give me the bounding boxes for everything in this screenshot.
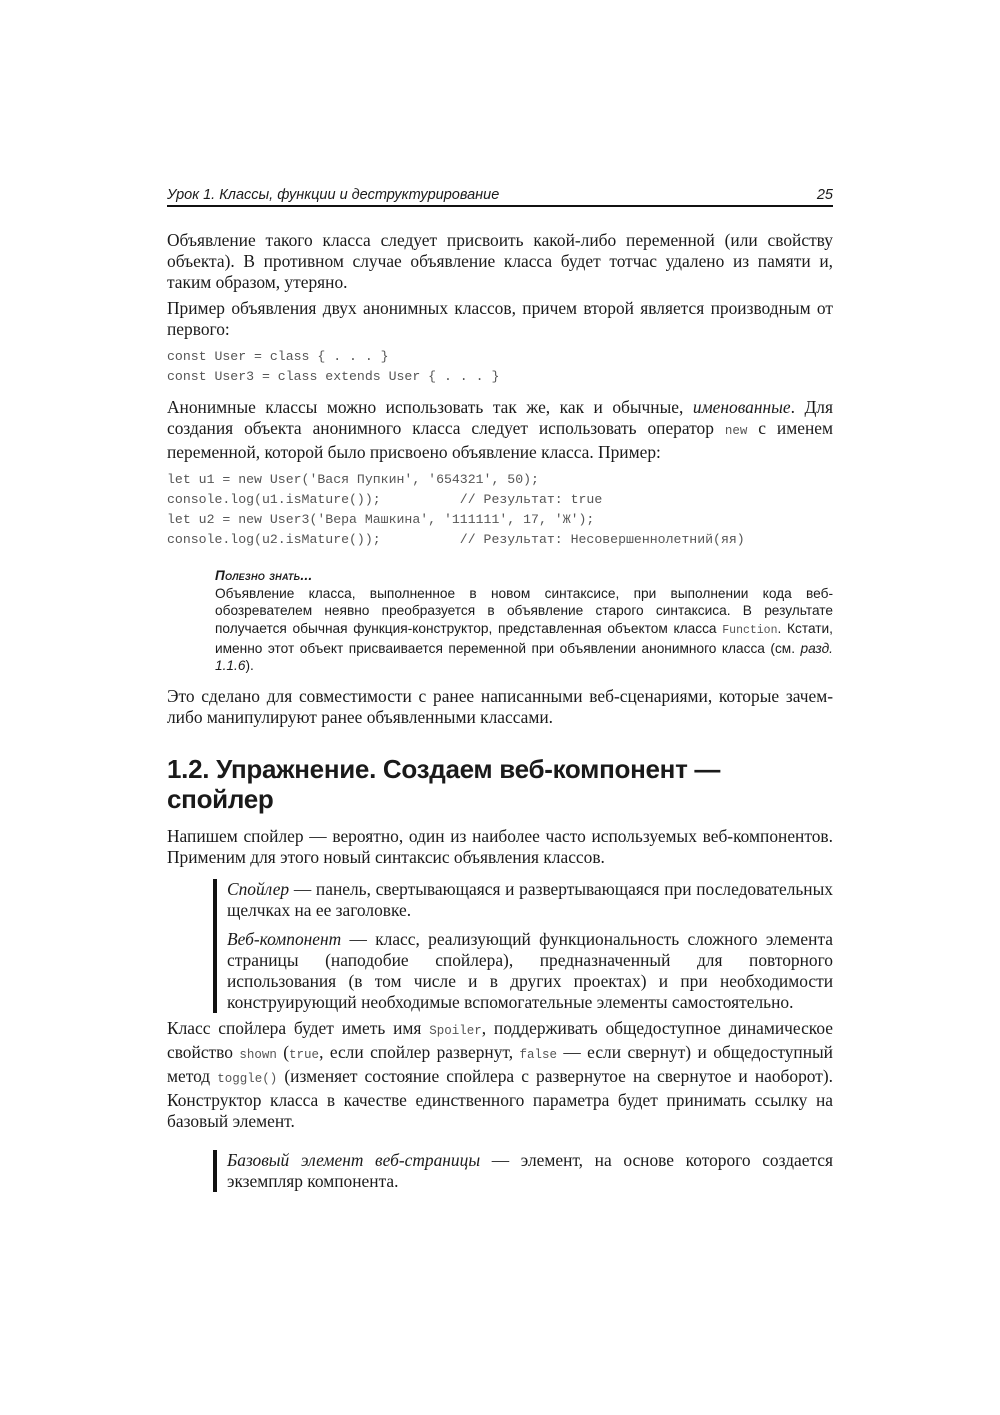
inline-code: shown [239, 1047, 277, 1062]
definition-block [213, 879, 833, 1013]
text: , поддерживать общедоступное динамическое свойство [167, 1017, 833, 1062]
section-reference: разд. 1.1.6 [215, 640, 833, 674]
page-number: 25 [816, 187, 833, 203]
definition [227, 879, 833, 921]
paragraph: Пример объявления двух анонимных классов, причем второй является производным от первого: [167, 298, 833, 339]
code-line: console.log(u2.isMature()); // Результат: Несовершеннолетний(яя) [167, 532, 745, 548]
inline-code: new [724, 423, 748, 438]
code-line: let u1 = new User('Вася Пупкин', '654321', 50); [167, 471, 539, 487]
definition-term: Спойлер [227, 878, 290, 899]
text: Объявление класса, выполненное в новом синтаксисе, при выполнении кода веб-обозревателем неявно преобразуется в объявление старого синтаксиса. В результате получается обычная функция-конструктор, представленная объектом класса [215, 585, 833, 636]
text: . Для создания объекта анонимного класса следует использовать оператор [167, 396, 833, 438]
code-block [167, 347, 833, 388]
note-title: Полезно знать... [215, 567, 313, 583]
paragraph: Напишем спойлер — вероятно, один из наиболее часто используемых веб-компонентов. Применим для этого новый синтаксис объявления классов. [167, 825, 833, 867]
definition-term: Базовый элемент веб-страницы [227, 1149, 481, 1170]
note-text [215, 585, 833, 675]
text: — класс, реализующий функциональность сложного элемента страницы (наподобие спойлера), предназначенный для повторного использования (в том числе и в других проектах) и при необходимости конструирующий необходимые вспомогательные элементы самостоятельно. [227, 928, 833, 1012]
inline-code: false [519, 1047, 557, 1062]
book-page [167, 186, 833, 1192]
definition-block [213, 1150, 833, 1192]
code-line: console.log(u1.isMature()); // Результат: true [167, 491, 603, 507]
text: ( [276, 1041, 290, 1062]
code-line: let u2 = new User3('Вера Машкина', '111111', 17, 'Ж'); [167, 512, 595, 528]
code-block [167, 470, 833, 551]
text: Анонимные классы можно использовать так же, как и обычные, [167, 396, 693, 417]
chapter-title: Урок 1. Классы, функции и деструктурирование [167, 187, 500, 203]
code-line: const User3 = class extends User { . . . } [167, 369, 500, 385]
definition [227, 929, 833, 1013]
definition-term: Веб-компонент [227, 928, 342, 949]
inline-code: toggle() [217, 1071, 278, 1086]
text: . Кстати, именно этот объект присваивается переменной при объявлении анонимного класса (см. [215, 620, 833, 656]
text: Класс спойлера будет иметь имя [167, 1017, 430, 1038]
text: — если свернут) и общедоступный метод [167, 1041, 833, 1086]
text: (изменяет состояние спойлера с развернутое на свернутое и наоборот). Конструктор класса в качестве единственного параметра будет принимать ссылку на базовый элемент. [167, 1065, 834, 1131]
text: — элемент, на основе которого создается экземпляр компонента. [227, 1149, 833, 1191]
definition [227, 1150, 833, 1192]
code-line: const User = class { . . . } [167, 349, 389, 364]
inline-code: Function [722, 623, 778, 637]
paragraph: Объявление такого класса следует присвоить какой-либо переменной (или свойству объекта). В противном случае объявление класса будет тотчас удалено из памяти и, таким образом, утеряно. [167, 230, 833, 292]
section-heading: 1.2. Упражнение. Создаем веб-компонент — спойлер [167, 753, 721, 814]
paragraph [167, 1018, 833, 1132]
paragraph: Это сделано для совместимости с ранее написанными веб-сценариями, которые зачем-либо манипулируют ранее объявленными классами. [167, 685, 833, 727]
paragraph [167, 397, 833, 463]
note-box [215, 566, 833, 675]
text: с именем переменной, которой было присвоено объявление класса. Пример: [167, 417, 833, 462]
text: , если спойлер развернут, [319, 1041, 520, 1062]
inline-code: Spoiler [429, 1023, 482, 1038]
text: ). [245, 658, 254, 674]
running-header [167, 186, 833, 207]
inline-code: true [289, 1047, 320, 1062]
emphasis: именованные [692, 396, 791, 417]
text: — панель, свертывающаяся и развертывающаяся при последовательных щелчках на ее заголовке. [227, 878, 833, 920]
